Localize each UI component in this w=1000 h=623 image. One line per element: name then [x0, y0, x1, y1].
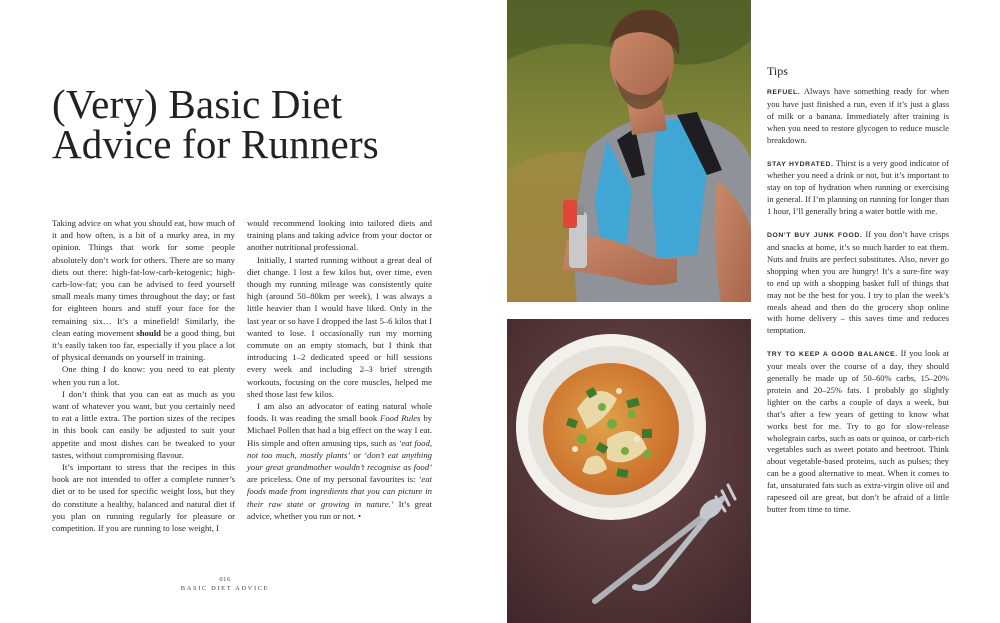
paragraph: It’s important to stress that the recipes in this book are not intended to offer a complete runner’s diet or to be used for specific weight loss, but they do constitute a healthy, balanced and natural diet if you plan on running regularly for pleasure or competition. If you are running to lose weight, I: [52, 462, 235, 534]
body-column-2: [247, 217, 432, 522]
paragraph: Initially, I started running without a great deal of diet change. I lost a few kilos but, over time, even though my running mileage was consistently quite high (around 50–80km per week), I was always a little heavier than I would have liked. Only in the last year or so have I dropped the last 5–6 kilos that I wanted to lose. I occasionally run my morning commute on an empty stomach, but I think that introducing 1–2 dedicated speed or hill sessions every week and including 2–3 brief strength workouts, focusing on the core muscles, helped me shed those last few kilos.: [247, 254, 432, 399]
runner-illustration: [507, 0, 751, 302]
section-label: BASIC DIET ADVICE: [180, 585, 270, 592]
tip-item: REFUEL. Always have something ready for when you have just finished a run, even if it’s just a glass of milk or a banana. Immediately after training is when you need to restore glycogen to reduce muscle breakdown.: [767, 86, 949, 145]
body-column-1: [52, 217, 235, 534]
tip-item: DON’T BUY JUNK FOOD. If you don’t have crisps and snacks at home, it’s so much harder to eat them. Nuts and fruits are perfect substitutes. Also, never go shopping when you are hungry! It’s a sure-fire way to end up with a shopping basket full of things that may not be the best for you. I try to plan the week’s meals ahead and then do the grocery shop online with home delivery – this saves time and reduces temptation.: [767, 229, 949, 336]
article-title: [52, 81, 472, 167]
page-folio: [170, 575, 280, 593]
bowl-illustration: [507, 319, 751, 623]
page-number: 016: [219, 576, 231, 583]
paragraph: One thing I do know: you need to eat plenty when you run a lot.: [52, 364, 235, 387]
title-line-2: Advice for Runners: [52, 121, 379, 167]
title-line-1: (Very) Basic Diet: [52, 81, 343, 127]
paragraph: I am also an advocator of eating natural whole foods. It was reading the small book Food Rules by Michael Pollen that had a big effect on the way I eat. His simple and often amusing tips, such as ‘eat food, not too much, mostly plants’ or ‘don’t eat anything your great grandmother wouldn’t recognise as food’ are priceless. One of my personal favourites is: ‘eat foods made from ingredients that you can picture in their raw state or growing in nature.’ It’s great advice, whether you run or not. •: [247, 401, 433, 521]
tip-item: TRY TO KEEP A GOOD BALANCE. If you look at your meals over the course of a day, they should generally be made up of 50–60% carbs, 15–20% protein and 20–25% fats. I probably go slightly lighter on the carbs a couple of days a week, but that’s after a few years of getting to know what works best for me. Try to go for slow-release wholegrain carbs, such as oats or quinoa, or carb-rich vegetables such as sweet potato and beetroot. Think about vegetable-based proteins, such as pulses; they can be a good alternative to meat. When it comes to fat, unsaturated fats such as extra-virgin olive oil and rapeseed oil are great, but don’t be afraid of a little butter from time to time.: [767, 348, 949, 514]
runner-photo: [507, 0, 751, 302]
paragraph: Taking advice on what you should eat, how much of it and how often, is a bit of a murky area, in my opinion. Things that work for some people absolutely don’t work for others. There are so many diets out there: high-fat-low-carb-ketogenic; high-carb-low-fat; you can be advised to feed yourself small meals many times throughout the day; or fast for eighteen hours and stuff your face for the remaining six… It’s a minefield! Similarly, the clean eating movement should be a good thing, but it’s easily taken too far, especially if you place a lot of physical demands on yourself in training.: [52, 218, 236, 363]
paragraph: would recommend looking into tailored diets and training plans and taking advice from your doctor or another nutritional professional.: [247, 218, 432, 253]
food-photo: [507, 319, 751, 623]
tips-list: [767, 86, 949, 527]
tips-heading: Tips: [767, 64, 788, 78]
tip-item: STAY HYDRATED. Thirst is a very good indicator of whether you need a drink or not, but it’s important to stay on top of hydration when running or exercising in general. If I’m planning on running for longer than 1 hour, I’ll generally bring a water bottle with me.: [767, 157, 949, 217]
paragraph: I don’t think that you can eat as much as you want of whatever you want, but you certainly need to eat a little extra. The portion sizes of the recipes in this book can easily be adjusted to suit your appetite and most dishes can be tweaked to your tastes, without compromising flavour.: [52, 388, 235, 460]
